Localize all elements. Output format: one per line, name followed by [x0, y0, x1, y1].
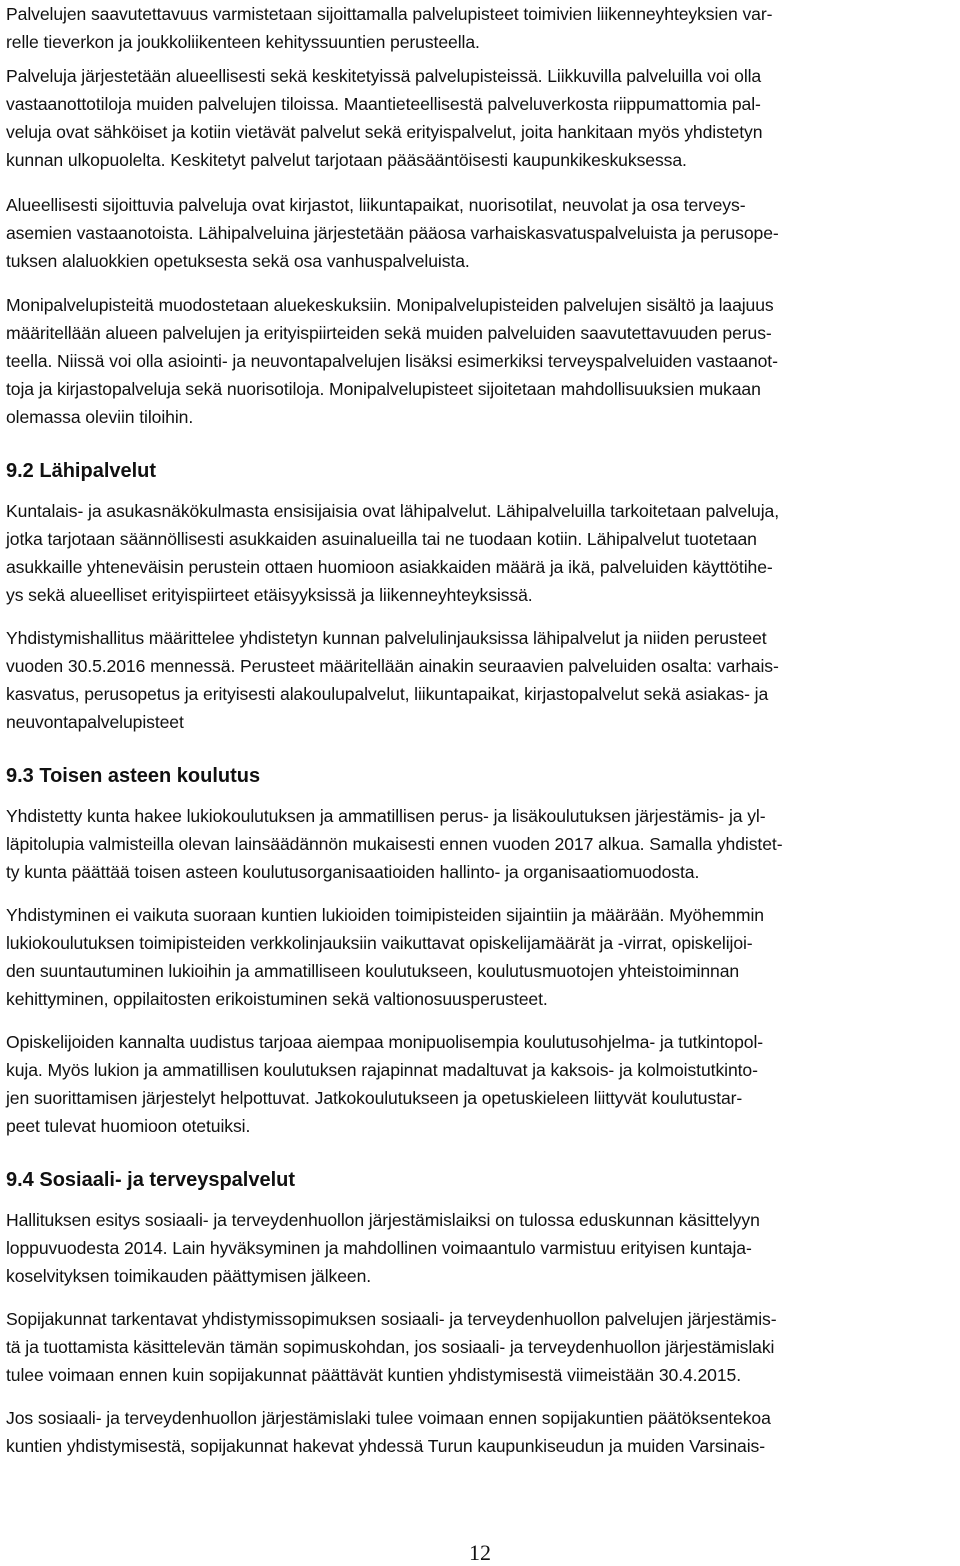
text-line: ys sekä alueelliset erityispiirteet etäisyyksissä ja liikenneyhteyksissä. [6, 585, 533, 605]
paragraph-government-proposal [6, 1206, 760, 1290]
text-line: kehittyminen, oppilaitosten erikoistuminen sekä valtionosuusperusteet. [6, 989, 548, 1009]
paragraph-upper-secondary-locations [6, 901, 764, 1013]
paragraph-contracting-municipalities [6, 1305, 777, 1389]
text-line: Sopijakunnat tarkentavat yhdistymissopimuksen sosiaali- ja terveydenhuollon palvelujen järjestämis- [6, 1309, 777, 1329]
text-line: kunnan ulkopuolelta. Keskitetyt palvelut tarjotaan pääsääntöisesti kaupunkikeskuksessa. [6, 150, 687, 170]
text-line: Opiskelijoiden kannalta uudistus tarjoaa aiempaa monipuolisempia koulutusohjelma- ja tutkintopol- [6, 1032, 764, 1052]
paragraph-student-perspective [6, 1028, 763, 1140]
text-line: kuntien yhdistymisestä, sopijakunnat hakevat yhdessä Turun kaupunkiseudun ja muiden Varsinais- [6, 1436, 765, 1456]
text-line: jen suorittamisen järjestelyt helpottuvat. Jatkokoulutukseen ja opetuskieleen liittyvät koulutustar- [6, 1088, 743, 1108]
text-line: tuksen alaluokkien opetuksesta sekä osa vanhuspalveluista. [6, 251, 470, 271]
text-line: jotka tarjotaan säännöllisesti asukkaiden asuinalueilla tai ne tuodaan kotiin. Lähipalvelut tuotetaan [6, 529, 757, 549]
text-line: tulee voimaan ennen kuin sopijakunnat päättävät kuntien yhdistymisestä viimeistään 30.4.2015. [6, 1365, 741, 1385]
text-line: neuvontapalvelupisteet [6, 712, 184, 732]
text-line: kuja. Myös lukion ja ammatillisen koulutuksen rajapinnat madaltuvat ja kaksois- ja kolmoistutkinto- [6, 1060, 758, 1080]
paragraph-service-organization [6, 62, 762, 174]
text-line: asemien vastaanotoista. Lähipalveluina järjestetään pääosa varhaiskasvatuspalveluista ja perusope- [6, 223, 779, 243]
paragraph-accessibility [6, 0, 772, 56]
text-line: Palveluja järjestetään alueellisesti sekä keskitetyissä palvelupisteissä. Liikkuvilla palveluilla voi olla [6, 66, 762, 86]
text-line: den suuntautuminen lukioihin ja ammatilliseen koulutukseen, koulutusmuotojen yhteistoiminnan [6, 961, 740, 981]
text-line: koselvityksen toimikauden päättymisen jälkeen. [6, 1266, 372, 1286]
text-line: vuoden 30.5.2016 mennessä. Perusteet määritellään ainakin seuraavien palveluiden osalta: varhais- [6, 656, 779, 676]
text-line: tä ja tuottamista käsittelevän tämän sopimuskohdan, jos sosiaali- ja terveydenhuollon järjestämislaki [6, 1337, 775, 1357]
text-line: Yhdistyminen ei vaikuta suoraan kuntien lukioiden toimipisteiden sijaintiin ja määrään. Myöhemmin [6, 905, 764, 925]
text-line: peet tulevat huomioon otetuiksi. [6, 1116, 251, 1136]
paragraph-multiservice-points [6, 291, 778, 431]
page-number: 12 [469, 1540, 491, 1565]
text-line: kasvatus, perusopetus ja erityisesti alakoulupalvelut, liikuntapaikat, kirjastopalvelut sekä asiakas- ja [6, 684, 769, 704]
text-line: Alueellisesti sijoittuvia palveluja ovat kirjastot, liikuntapaikat, nuorisotilat, neuvolat ja osa terveys- [6, 195, 746, 215]
paragraph-regional-services [6, 191, 779, 275]
text-line: ty kunta päättää toisen asteen koulutusorganisaatioiden hallinto- ja organisaatiomuodosta. [6, 862, 700, 882]
text-line: Yhdistymishallitus määrittelee yhdistetyn kunnan palvelulinjauksissa lähipalvelut ja niiden perusteet [6, 628, 767, 648]
text-line: Monipalvelupisteitä muodostetaan aluekeskuksiin. Monipalvelupisteiden palvelujen sisältö ja laajuus [6, 295, 774, 315]
text-line: Kuntalais- ja asukasnäkökulmasta ensisijaisia ovat lähipalvelut. Lähipalveluilla tarkoitetaan palveluja, [6, 501, 779, 521]
text-line: vastaanottotiloja muiden palvelujen tiloissa. Maantieteellisestä palveluverkosta riippumattomia pal- [6, 94, 761, 114]
paragraph-secondary-education-permits [6, 802, 782, 886]
text-line: olemassa oleviin tiloihin. [6, 407, 194, 427]
text-line: teella. Niissä voi olla asiointi- ja neuvontapalvelujen lisäksi esimerkiksi terveyspalveluiden vastaanot- [6, 351, 778, 371]
section-heading-9-3: 9.3 Toisen asteen koulutus [6, 765, 261, 787]
text-line: relle tieverkon ja joukkoliikenteen kehityssuuntien perusteella. [6, 32, 480, 52]
paragraph-act-entry-into-force [6, 1404, 771, 1460]
paragraph-local-services [6, 497, 779, 609]
text-line: Yhdistetty kunta hakee lukiokoulutuksen ja ammatillisen perus- ja lisäkoulutuksen järjestämis- ja yl- [6, 806, 766, 826]
text-line: loppuvuodesta 2014. Lain hyväksyminen ja mahdollinen voimaantulo varmistuu erityisen kuntaja- [6, 1238, 752, 1258]
text-line: lukiokoulutuksen toimipisteiden verkkolinjauksiin vaikuttavat opiskelijamäärät ja -virrat, opiskelijoi- [6, 933, 753, 953]
text-line: toja ja kirjastopalveluja sekä nuorisotiloja. Monipalvelupisteet sijoitetaan mahdollisuuksien mukaan [6, 379, 761, 399]
text-line: Hallituksen esitys sosiaali- ja terveydenhuollon järjestämislaiksi on tulossa eduskunnan käsittelyyn [6, 1210, 760, 1230]
text-line: läpitolupia valmisteilla olevan lainsäädännön mukaisesti ennen vuoden 2017 alkua. Samalla yhdistet- [6, 834, 783, 854]
text-line: asukkaille yhteneväisin perustein ottaen huomioon asiakkaiden määrä ja ikä, palveluiden käyttötihe- [6, 557, 773, 577]
text-line: Jos sosiaali- ja terveydenhuollon järjestämislaki tulee voimaan ennen sopijakuntien päätöksentekoa [6, 1408, 771, 1428]
text-line: Palvelujen saavutettavuus varmistetaan sijoittamalla palvelupisteet toimivien liikenneyhteyksien var- [6, 4, 773, 24]
text-line: veluja ovat sähköiset ja kotiin vietävät palvelut sekä erityispalvelut, joita hankitaan myös yhdistetyn [6, 122, 763, 142]
section-heading-9-2: 9.2 Lähipalvelut [6, 460, 157, 482]
section-heading-9-4: 9.4 Sosiaali- ja terveyspalvelut [6, 1169, 296, 1191]
text-line: määritellään alueen palvelujen ja erityispiirteiden sekä muiden palveluiden saavutettavuuden perus- [6, 323, 772, 343]
paragraph-merger-board [6, 624, 779, 736]
